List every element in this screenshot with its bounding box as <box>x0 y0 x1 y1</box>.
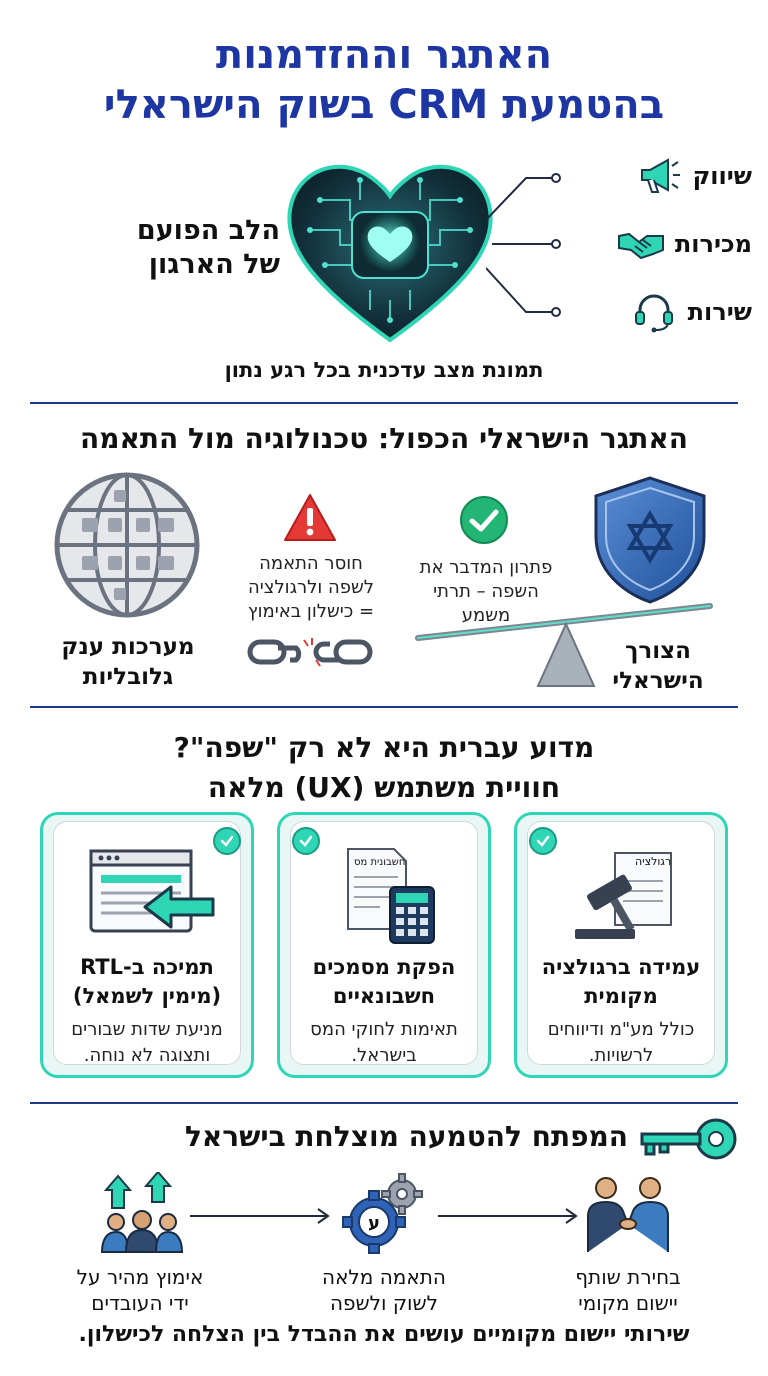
global-line1: מערכות ענק <box>61 634 195 660</box>
gears-icon <box>340 1170 430 1256</box>
handshake-icon <box>617 222 665 266</box>
check-icon <box>213 827 241 855</box>
dept-sales-label: מכירות <box>674 230 752 258</box>
globe-icon <box>52 470 202 620</box>
card-title-line1: תמיכה ב-RTL <box>80 955 214 979</box>
step-line2: לשוק ולשפה <box>329 1291 439 1315</box>
why-title-line2: חוויית משתמש (UX) מלאה <box>207 771 561 804</box>
step-label <box>60 1264 220 1316</box>
step-label <box>560 1264 696 1316</box>
card-desc-line1: תאימות לחוקי המס <box>310 1019 458 1040</box>
team-growth-icon <box>98 1172 186 1254</box>
section-divider <box>30 402 738 404</box>
global-line2: גלובליות <box>82 664 174 690</box>
mismatch-line2: לשפה ולרגולציה <box>247 577 375 598</box>
solution-line3: משמע <box>461 605 511 626</box>
card-title-line1: עמידה ברגולציה <box>541 955 701 979</box>
rtl-window-icon <box>87 847 217 947</box>
arrow-icon <box>434 1206 580 1226</box>
step-line1: התאמה מלאה <box>322 1265 446 1289</box>
page-title-line1: האתגר וההזדמנות <box>215 32 553 78</box>
page-title-line2: בהטמעת CRM בשוק הישראלי <box>103 82 665 128</box>
israeli-need-label <box>596 636 720 696</box>
card-rtl <box>40 812 254 1078</box>
why-title-line1: מדוע עברית היא לא רק "שפה"? <box>173 731 595 764</box>
card-title-line2: (מימין לשמאל) <box>72 984 222 1008</box>
page-title <box>0 30 768 130</box>
card-desc <box>525 1017 717 1069</box>
card-desc-line2: לרשויות. <box>588 1045 654 1066</box>
global-systems-label <box>46 632 210 692</box>
arrow-icon <box>186 1206 332 1226</box>
headset-icon <box>630 290 678 334</box>
circuit-heart-icon <box>280 150 500 350</box>
section-divider <box>30 1102 738 1104</box>
mismatch-line3: = כישלון באימוץ <box>247 601 375 622</box>
check-icon <box>292 827 320 855</box>
broken-chain-icon <box>246 634 374 670</box>
success-check-icon <box>458 494 510 546</box>
step-label <box>312 1264 456 1316</box>
israeli-need-line2: הישראלי <box>612 668 704 694</box>
solution-line2: השפה – תרתי <box>433 581 539 602</box>
dept-service-label: שירות <box>687 298 752 326</box>
handshake-people-icon <box>580 1172 676 1256</box>
solution-line1: פתרון המדבר את <box>419 557 553 578</box>
dept-sales <box>572 222 752 266</box>
card-desc-line2: בישראל. <box>351 1045 417 1066</box>
mismatch-text <box>226 552 396 624</box>
card-accounting <box>277 812 491 1078</box>
card-desc-line2: ותצוגה לא נוחה. <box>83 1045 211 1066</box>
card-desc <box>288 1017 480 1069</box>
card-title-line2: מקומית <box>584 984 658 1008</box>
why-title <box>0 728 768 808</box>
israeli-need-line1: הצורך <box>625 638 691 664</box>
heart-label <box>90 214 280 282</box>
challenge-title: האתגר הישראלי הכפול: טכנולוגיה מול התאמה <box>79 422 689 455</box>
card-desc <box>51 1017 243 1069</box>
card-title <box>525 953 717 1011</box>
section-divider <box>30 706 738 708</box>
gear-glyph: ע <box>368 1213 380 1234</box>
card-title-line2: חשבונאיים <box>332 984 436 1008</box>
dept-marketing-label: שיווק <box>692 162 752 190</box>
dept-marketing <box>572 154 752 198</box>
check-icon <box>529 827 557 855</box>
footer-text: שירותי יישום מקומיים עושים את ההבדל בין הצלחה לכישלון. <box>78 1322 690 1347</box>
card-desc-line1: מניעת שדות שבורים <box>71 1019 223 1040</box>
dept-service <box>572 290 752 334</box>
card-title <box>51 953 243 1011</box>
step-line1: בחירת שותף <box>575 1265 681 1289</box>
mismatch-line1: חוסר התאמה <box>259 553 363 574</box>
card-title-line1: הפקת מסמכים <box>312 955 456 979</box>
doc-label: רגולציה <box>635 855 672 868</box>
megaphone-icon <box>635 154 683 198</box>
snapshot-caption: תמונת מצב עדכנית בכל רגע נתון <box>224 358 544 382</box>
step-line2: ידי העובדים <box>91 1291 189 1315</box>
card-regulation <box>514 812 728 1078</box>
key-title: המפתח להטמעה מוצלחת בישראל <box>184 1120 628 1153</box>
israeli-shield-icon <box>590 474 710 606</box>
step-line2: יישום מקומי <box>578 1291 678 1315</box>
card-desc-line1: כולל מע"מ ודיווחים <box>547 1019 695 1040</box>
key-icon <box>636 1116 740 1162</box>
heart-label-line1: הלב הפועם <box>136 215 280 246</box>
warning-icon <box>282 492 338 544</box>
solution-text <box>406 556 566 628</box>
heart-label-line2: של הארגון <box>148 249 280 280</box>
card-title <box>288 953 480 1011</box>
step-line1: אימוץ מהיר על <box>76 1265 204 1289</box>
doc-label: חשבונית מס <box>354 857 406 868</box>
connector-lines <box>486 160 566 330</box>
